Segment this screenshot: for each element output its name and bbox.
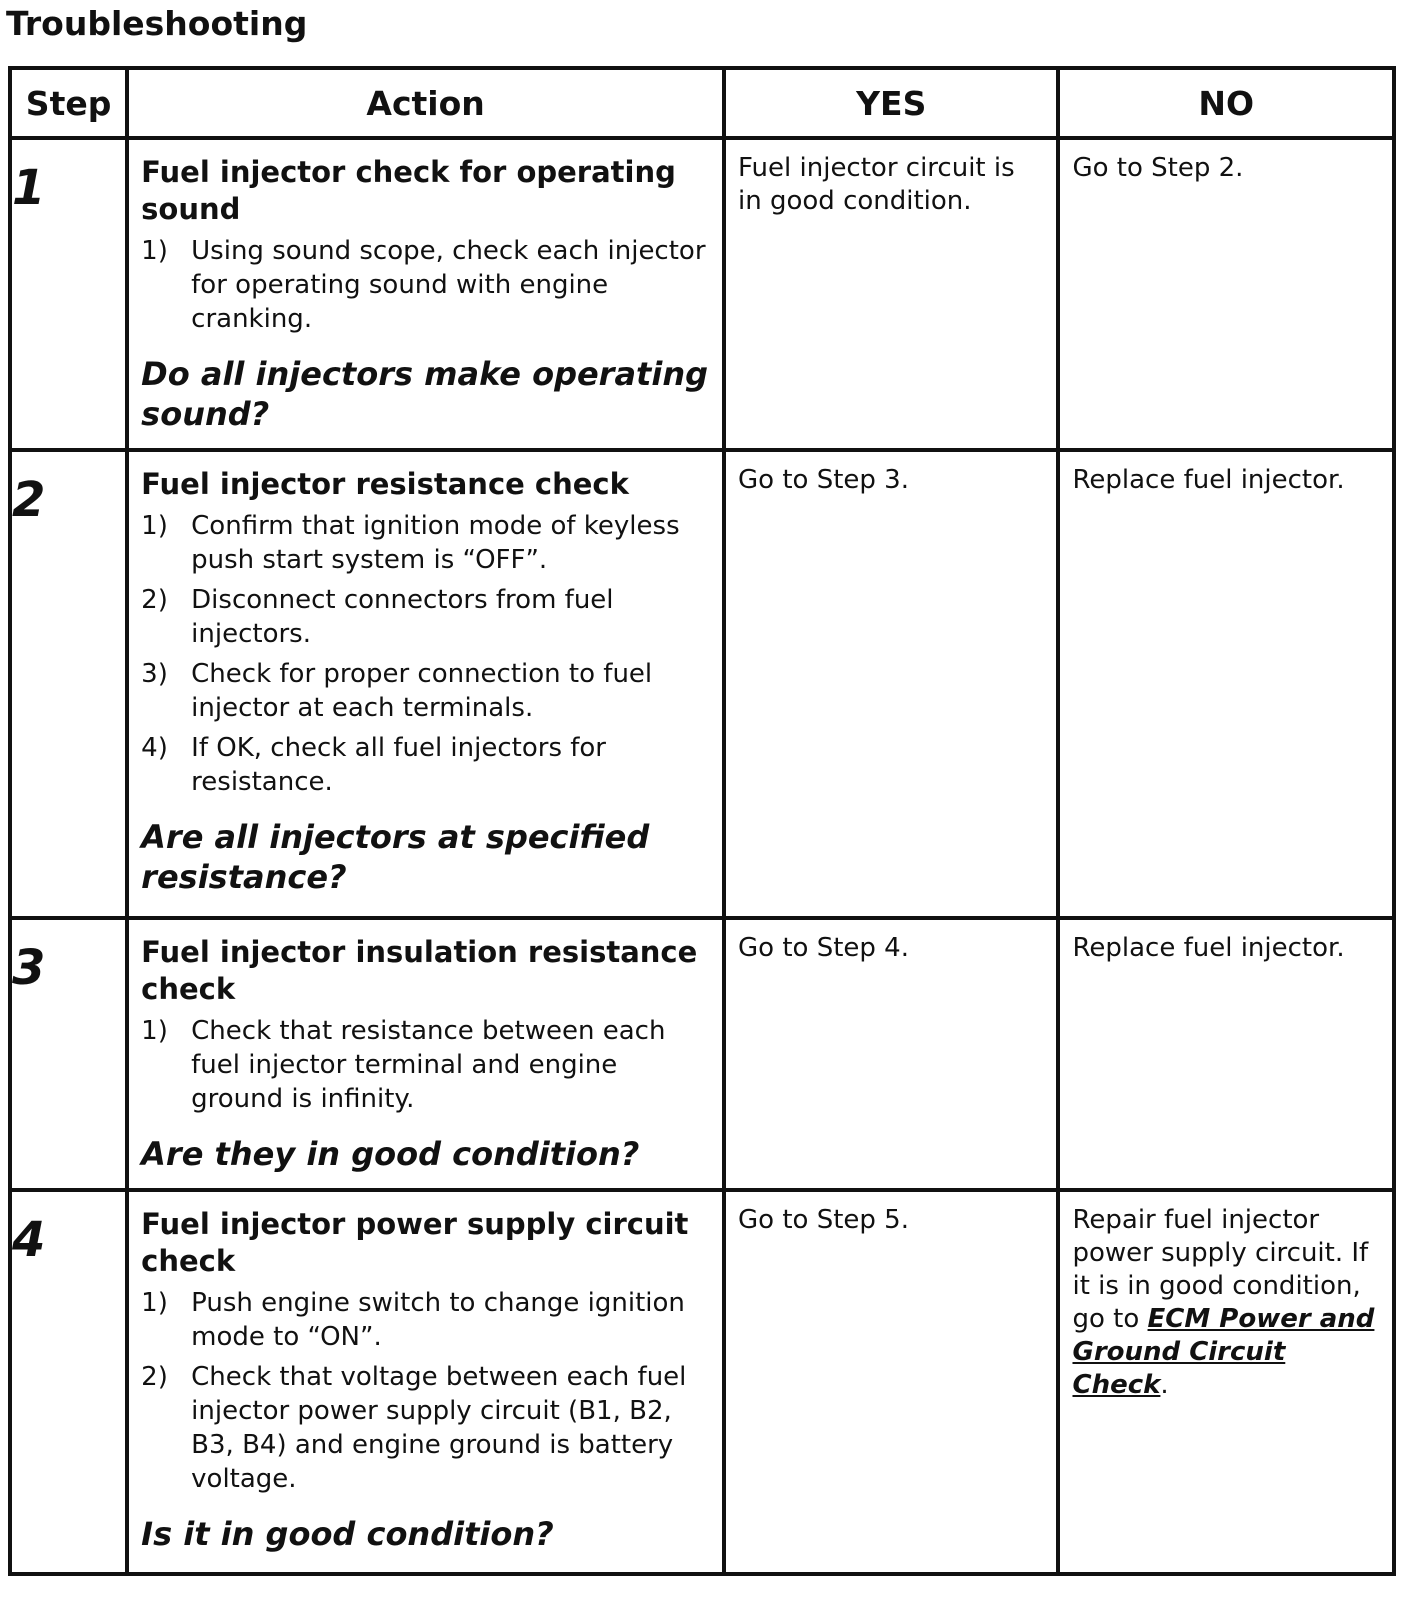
no-result-suffix: . — [1160, 1370, 1169, 1400]
list-item — [141, 1014, 710, 1116]
ecm-power-ground-check-link[interactable]: ECM Power and Ground Circuit Check — [1072, 1304, 1375, 1400]
action-question: Are they in good condition? — [141, 1135, 640, 1173]
action-steps — [141, 234, 710, 336]
action-question: Is it in good condition? — [141, 1515, 554, 1553]
header-yes: YES — [724, 68, 1058, 138]
action-cell — [127, 138, 724, 450]
action-steps — [141, 509, 710, 799]
list-item-text: Check that voltage between each fuel injector power supply circuit (B1, B2, B3, B4) and engine ground is battery voltage. — [191, 1362, 687, 1494]
no-result: Replace fuel injector. — [1058, 450, 1394, 918]
action-title: Fuel injector check for operating sound — [141, 155, 676, 226]
no-result-text: Repair fuel injector power supply circuit. If it is in good condition, go to — [1072, 1205, 1369, 1334]
list-item — [141, 1360, 710, 1496]
header-no: NO — [1058, 68, 1394, 138]
action-cell — [127, 1190, 724, 1574]
step-number: 1 — [10, 138, 127, 450]
list-item-text: If OK, check all fuel injectors for resistance. — [191, 733, 607, 797]
step-number: 4 — [10, 1190, 127, 1574]
step-number: 3 — [10, 918, 127, 1190]
table-row — [10, 1190, 1394, 1574]
list-item — [141, 1286, 710, 1354]
action-title: Fuel injector power supply circuit check — [141, 1207, 689, 1278]
header-step: Step — [10, 68, 127, 138]
table-row — [10, 138, 1394, 450]
step-number: 2 — [10, 450, 127, 918]
action-title: Fuel injector insulation resistance check — [141, 935, 698, 1006]
list-item-number: 4) — [141, 733, 168, 763]
action-question: Do all injectors make operating sound? — [141, 355, 708, 433]
action-cell — [127, 450, 724, 918]
list-item — [141, 731, 710, 799]
list-item-text: Check that resistance between each fuel injector terminal and engine ground is infinity. — [191, 1016, 666, 1114]
list-item — [141, 583, 710, 651]
action-question: Are all injectors at specified resistance? — [141, 818, 650, 896]
table-row — [10, 918, 1394, 1190]
yes-result: Fuel injector circuit is in good condition. — [724, 138, 1058, 450]
list-item-text: Push engine switch to change ignition mode to “ON”. — [191, 1288, 685, 1352]
action-steps — [141, 1286, 710, 1496]
list-item-number: 1) — [141, 511, 168, 541]
list-item-text: Confirm that ignition mode of keyless push start system is “OFF”. — [191, 511, 680, 575]
action-cell — [127, 918, 724, 1190]
list-item-number: 2) — [141, 1362, 168, 1392]
no-result — [1058, 1190, 1394, 1574]
no-result: Replace fuel injector. — [1058, 918, 1394, 1190]
table-row — [10, 450, 1394, 918]
list-item-number: 1) — [141, 1016, 168, 1046]
list-item-number: 1) — [141, 1288, 168, 1318]
list-item-number: 1) — [141, 236, 168, 266]
list-item-text: Using sound scope, check each injector for operating sound with engine cranking. — [191, 236, 706, 334]
list-item — [141, 657, 710, 725]
list-item-text: Check for proper connection to fuel injector at each terminals. — [191, 659, 653, 723]
no-result: Go to Step 2. — [1058, 138, 1394, 450]
action-title: Fuel injector resistance check — [141, 467, 629, 501]
list-item-number: 2) — [141, 585, 168, 615]
table-header-row — [10, 68, 1394, 138]
yes-result: Go to Step 4. — [724, 918, 1058, 1190]
troubleshooting-table — [8, 66, 1396, 1576]
page-title: Troubleshooting — [6, 4, 308, 43]
list-item — [141, 234, 710, 336]
list-item-text: Disconnect connectors from fuel injectors. — [191, 585, 614, 649]
header-action: Action — [127, 68, 724, 138]
yes-result: Go to Step 5. — [724, 1190, 1058, 1574]
action-steps — [141, 1014, 710, 1116]
yes-result: Go to Step 3. — [724, 450, 1058, 918]
list-item-number: 3) — [141, 659, 168, 689]
list-item — [141, 509, 710, 577]
